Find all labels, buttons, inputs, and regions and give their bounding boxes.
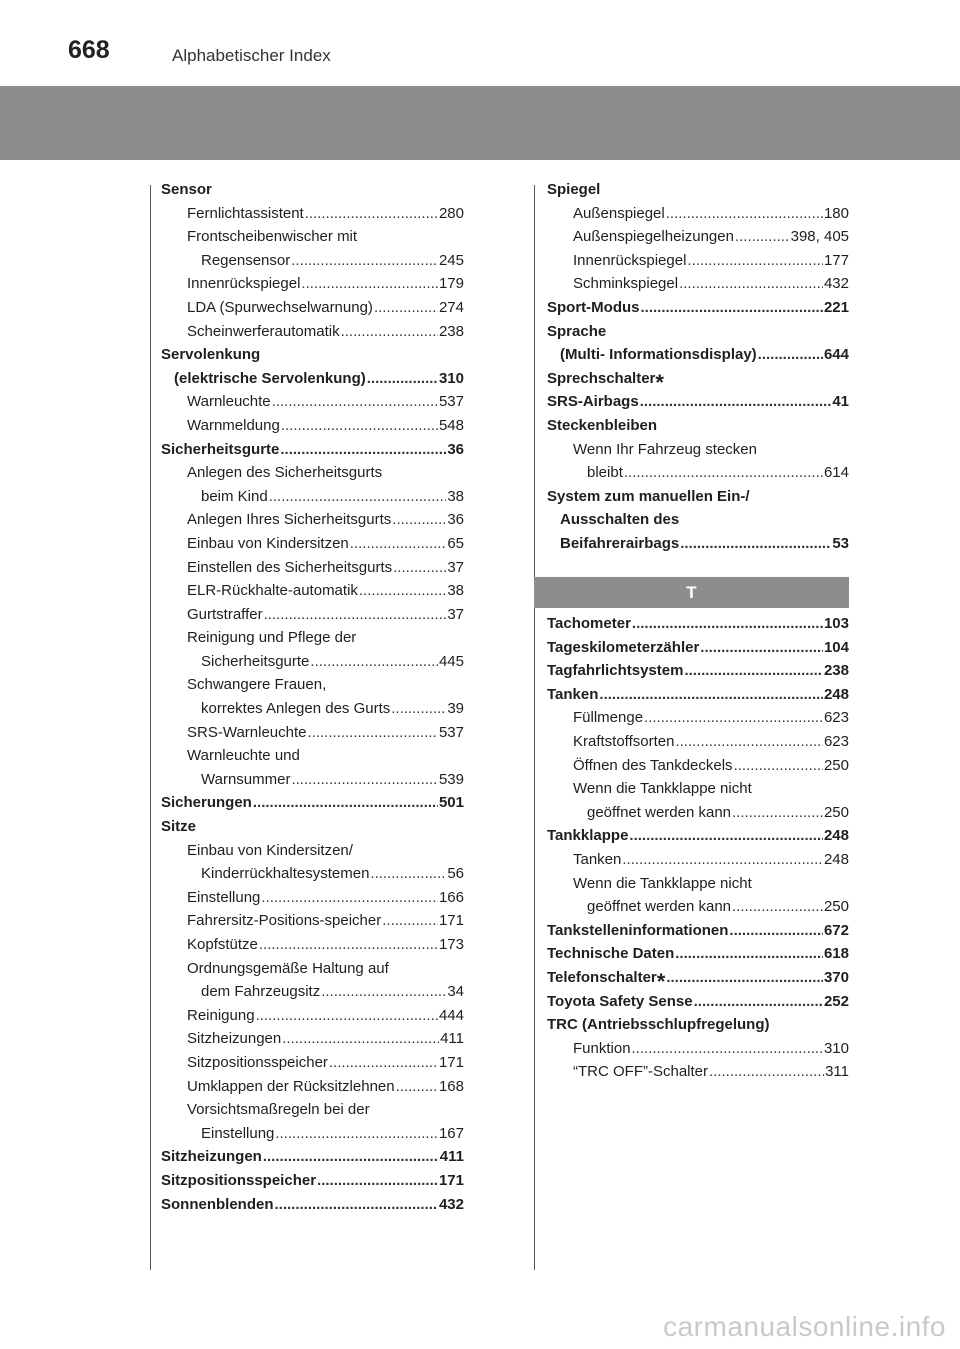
index-entry bbox=[161, 909, 464, 933]
index-entry bbox=[161, 1004, 464, 1028]
column-divider-left bbox=[150, 185, 151, 1270]
index-entry bbox=[547, 272, 849, 296]
index-entry bbox=[547, 801, 849, 825]
page-header bbox=[0, 0, 960, 78]
index-term: geöffnet werden kann bbox=[587, 803, 732, 821]
index-entry bbox=[547, 990, 849, 1014]
index-entry bbox=[161, 1122, 464, 1146]
index-term: Innenrückspiegel bbox=[573, 251, 687, 269]
index-entry bbox=[547, 1037, 849, 1061]
index-entry bbox=[547, 730, 849, 754]
index-term: bleibt bbox=[587, 464, 623, 482]
index-entry bbox=[547, 343, 849, 367]
leader-dots bbox=[256, 1004, 438, 1028]
index-entry bbox=[547, 636, 849, 660]
leader-dots bbox=[735, 225, 790, 249]
page-reference: 238 bbox=[438, 322, 464, 340]
index-term: Tanken bbox=[573, 850, 622, 868]
index-term: Spiegel bbox=[547, 181, 601, 198]
page-reference: 398, 405 bbox=[790, 228, 849, 246]
page-reference: 252 bbox=[823, 992, 849, 1010]
index-term: Innenrückspiegel bbox=[187, 275, 301, 293]
index-entry bbox=[161, 1075, 464, 1099]
leader-dots bbox=[280, 438, 446, 462]
index-term: Umklappen der Rücksitzlehnen bbox=[187, 1077, 395, 1095]
index-term: Steckenbleiben bbox=[547, 416, 658, 434]
index-entry bbox=[547, 706, 849, 730]
index-entry: Telefonschalter * ..... 370 bbox=[547, 966, 849, 990]
index-entry bbox=[161, 768, 464, 792]
index-term: Sonnenblenden bbox=[161, 1195, 274, 1213]
index-term: geöffnet werden kann bbox=[587, 898, 732, 916]
leader-dots bbox=[301, 272, 438, 296]
page-reference: 644 bbox=[823, 346, 849, 364]
page-reference: 180 bbox=[823, 204, 849, 222]
leader-dots bbox=[732, 895, 823, 919]
leader-dots bbox=[666, 966, 823, 990]
leader-dots bbox=[700, 636, 823, 660]
leader-dots bbox=[275, 1193, 438, 1217]
index-term: Einstellung bbox=[187, 888, 261, 906]
index-term: Servolenkung bbox=[161, 346, 261, 364]
index-entry bbox=[161, 1051, 464, 1075]
index-term: Scheinwerferautomatik bbox=[187, 322, 340, 340]
index-entry bbox=[161, 485, 464, 509]
index-entry bbox=[547, 1013, 849, 1037]
leader-dots bbox=[308, 721, 438, 745]
index-term: Sprache bbox=[547, 322, 607, 340]
page-reference: 618 bbox=[823, 945, 849, 963]
page-reference: 444 bbox=[438, 1006, 464, 1024]
index-entry bbox=[161, 1169, 464, 1193]
page-reference: 36 bbox=[447, 440, 464, 458]
page-reference: 167 bbox=[438, 1124, 464, 1142]
index-term: Fahrersitz-Positions-speicher bbox=[187, 912, 382, 930]
index-term: Warnleuchte bbox=[187, 393, 271, 411]
index-entry bbox=[547, 942, 849, 966]
index-entry bbox=[547, 532, 849, 556]
leader-dots bbox=[640, 296, 822, 320]
index-term: SRS-Airbags bbox=[547, 393, 639, 411]
index-entry bbox=[161, 1098, 464, 1122]
index-term: Außenspiegel bbox=[573, 204, 665, 222]
leader-dots bbox=[632, 612, 823, 636]
index-entry bbox=[547, 824, 849, 848]
page-reference: 248 bbox=[823, 827, 849, 845]
index-term: Sprechschalter bbox=[547, 369, 656, 387]
index-entry bbox=[547, 777, 849, 801]
index-entry bbox=[161, 556, 464, 580]
index-entry bbox=[161, 1145, 464, 1169]
index-entry bbox=[547, 848, 849, 872]
index-entry bbox=[161, 862, 464, 886]
index-term: Einstellen des Sicherheitsgurts bbox=[187, 558, 393, 576]
page-reference: 168 bbox=[438, 1077, 464, 1095]
page-reference: 37 bbox=[447, 558, 464, 576]
page-reference: 411 bbox=[439, 1148, 464, 1166]
index-term: Schminkspiegel bbox=[573, 275, 679, 293]
leader-dots bbox=[675, 942, 823, 966]
leader-dots bbox=[391, 697, 446, 721]
index-term: Sitzpositionsspeicher bbox=[187, 1053, 328, 1071]
index-term: Füllmenge bbox=[573, 709, 644, 727]
index-term: Sitze bbox=[161, 818, 197, 836]
index-entry bbox=[161, 461, 464, 485]
page-reference: 280 bbox=[438, 204, 464, 222]
page-reference: 548 bbox=[438, 416, 464, 434]
index-term: TRC (Antriebsschlupfregelung) bbox=[547, 1016, 770, 1034]
index-term: Sensor bbox=[161, 181, 212, 198]
leader-dots bbox=[694, 990, 823, 1014]
index-term: (Multi- Informationsdisplay) bbox=[560, 346, 757, 364]
leader-dots bbox=[640, 390, 832, 414]
leader-dots bbox=[291, 249, 438, 273]
index-entry bbox=[547, 225, 849, 249]
index-entry bbox=[547, 390, 849, 414]
index-column-right-bottom bbox=[547, 612, 849, 1084]
leader-dots bbox=[282, 1027, 439, 1051]
page-reference: 250 bbox=[823, 756, 849, 774]
page-reference: 370 bbox=[823, 968, 849, 986]
index-entry bbox=[547, 919, 849, 943]
index-term: (elektrische Servolenkung) bbox=[174, 369, 366, 387]
page-reference: 179 bbox=[438, 275, 464, 293]
leader-dots bbox=[629, 824, 823, 848]
page-reference: 432 bbox=[823, 275, 849, 293]
index-entry bbox=[161, 414, 464, 438]
index-entry bbox=[547, 461, 849, 485]
index-term: Sport-Modus bbox=[547, 298, 640, 316]
leader-dots bbox=[370, 862, 446, 886]
index-term: Fernlichtassistent bbox=[187, 204, 304, 222]
index-entry bbox=[161, 367, 464, 391]
section-letter-bar bbox=[534, 577, 849, 608]
index-term: Einbau von Kindersitzen bbox=[187, 534, 349, 552]
leader-dots bbox=[393, 556, 446, 580]
page-reference: 38 bbox=[447, 487, 464, 505]
index-entry bbox=[161, 744, 464, 768]
column-divider-right bbox=[534, 185, 535, 1270]
page-reference: 238 bbox=[823, 662, 849, 680]
page-reference: 38 bbox=[447, 582, 464, 600]
index-term: Ausschalten des bbox=[560, 511, 680, 529]
leader-dots bbox=[675, 730, 823, 754]
index-entry bbox=[161, 390, 464, 414]
index-term: Funktion bbox=[573, 1039, 631, 1057]
leader-dots bbox=[758, 343, 823, 367]
index-entry bbox=[161, 1027, 464, 1051]
index-entry bbox=[161, 980, 464, 1004]
page-reference: 173 bbox=[438, 936, 464, 953]
leader-dots bbox=[687, 249, 823, 273]
leader-dots bbox=[599, 683, 823, 707]
index-term: Sitzheizungen bbox=[187, 1030, 282, 1048]
leader-dots bbox=[396, 1075, 438, 1099]
index-entry bbox=[547, 508, 849, 532]
index-term: korrektes Anlegen des Gurts bbox=[201, 700, 391, 718]
page-reference: 41 bbox=[832, 393, 849, 411]
index-entry bbox=[547, 683, 849, 707]
index-entry bbox=[161, 839, 464, 863]
leader-dots bbox=[734, 754, 823, 778]
index-term: Ordnungsgemäße Haltung auf bbox=[187, 959, 389, 977]
index-term: Sitzpositionsspeicher bbox=[161, 1171, 317, 1189]
leader-dots bbox=[263, 1145, 439, 1169]
index-entry bbox=[161, 343, 464, 367]
index-entry bbox=[161, 650, 464, 674]
index-entry bbox=[547, 1060, 849, 1084]
index-entry bbox=[161, 603, 464, 627]
page-reference: 248 bbox=[823, 850, 849, 868]
leader-dots bbox=[261, 886, 438, 910]
index-term: Sicherungen bbox=[161, 794, 252, 812]
index-entry bbox=[161, 673, 464, 697]
page-reference: 537 bbox=[438, 723, 464, 741]
page-reference: 36 bbox=[447, 511, 464, 529]
index-term: “TRC OFF”-Schalter bbox=[573, 1063, 708, 1081]
index-term: Tankstelleninformationen bbox=[547, 921, 729, 939]
page-reference: 65 bbox=[447, 534, 464, 552]
index-term: Reinigung und Pflege der bbox=[187, 629, 357, 647]
leader-dots bbox=[382, 909, 438, 933]
page-reference: 432 bbox=[438, 1195, 464, 1213]
page-reference: 539 bbox=[438, 770, 464, 788]
index-term: Einstellung bbox=[201, 1124, 275, 1142]
leader-dots bbox=[253, 791, 438, 815]
index-term: Vorsichtsmaßregeln bei der bbox=[187, 1101, 370, 1119]
page-reference: 250 bbox=[823, 803, 849, 821]
leader-dots bbox=[624, 461, 823, 485]
index-entry bbox=[161, 933, 464, 957]
index-term: Wenn die Tankklappe nicht bbox=[573, 780, 752, 798]
index-entry bbox=[547, 249, 849, 273]
page-reference: 39 bbox=[447, 700, 464, 718]
index-entry bbox=[161, 957, 464, 981]
index-entry bbox=[547, 612, 849, 636]
page-reference: 37 bbox=[447, 605, 464, 623]
page-reference: 623 bbox=[823, 732, 849, 750]
index-entry bbox=[161, 579, 464, 603]
section-letter: T bbox=[686, 582, 697, 602]
page-reference: 623 bbox=[823, 709, 849, 727]
index-entry bbox=[161, 508, 464, 532]
index-entry bbox=[161, 697, 464, 721]
index-entry bbox=[547, 202, 849, 226]
index-entry bbox=[547, 296, 849, 320]
leader-dots bbox=[367, 367, 438, 391]
leader-dots bbox=[680, 532, 831, 556]
index-entry bbox=[161, 296, 464, 320]
leader-dots bbox=[729, 919, 823, 943]
page-title: Alphabetischer Index bbox=[172, 46, 331, 65]
index-term: Außenspiegelheizungen bbox=[573, 228, 734, 246]
leader-dots bbox=[632, 1037, 823, 1061]
page-reference: 445 bbox=[438, 652, 464, 670]
index-entry bbox=[547, 438, 849, 462]
page-reference: 166 bbox=[438, 888, 464, 906]
index-term: Tanken bbox=[547, 685, 599, 703]
index-term: Gurtstraffer bbox=[187, 605, 263, 623]
index-term: Tagfahrlichtsystem bbox=[547, 662, 684, 680]
page-reference: 53 bbox=[832, 534, 849, 552]
footnote-asterisk: * bbox=[655, 369, 664, 395]
index-term: Wenn Ihr Fahrzeug stecken bbox=[573, 440, 757, 458]
index-entry bbox=[547, 754, 849, 778]
leader-dots bbox=[679, 272, 823, 296]
index-entry bbox=[161, 886, 464, 910]
index-term: Anlegen Ihres Sicherheitsgurts bbox=[187, 511, 392, 529]
index-entry bbox=[161, 249, 464, 273]
page-reference: 171 bbox=[438, 1171, 464, 1189]
index-entry bbox=[547, 414, 849, 438]
index-term: Kraftstoffsorten bbox=[573, 732, 675, 750]
page-reference: 56 bbox=[447, 865, 464, 883]
watermark: carmanualsonline.info bbox=[663, 1311, 946, 1342]
index-term: Anlegen des Sicherheitsgurts bbox=[187, 464, 383, 482]
leader-dots bbox=[622, 848, 823, 872]
index-entry bbox=[161, 815, 464, 839]
leader-dots bbox=[666, 202, 823, 226]
index-term: Kopfstütze bbox=[187, 936, 258, 953]
index-entry bbox=[547, 659, 849, 683]
page-reference: 537 bbox=[438, 393, 464, 411]
leader-dots bbox=[392, 508, 446, 532]
index-term: Beifahrerairbags bbox=[560, 534, 680, 552]
index-entry bbox=[547, 895, 849, 919]
page-reference: 501 bbox=[438, 794, 464, 812]
page-reference: 310 bbox=[438, 369, 464, 387]
index-column-right-top bbox=[547, 178, 849, 556]
index-term: dem Fahrzeugsitz bbox=[201, 983, 321, 1001]
page-reference: 34 bbox=[447, 983, 464, 1001]
index-entry bbox=[547, 320, 849, 344]
leader-dots bbox=[359, 579, 446, 603]
index-entry bbox=[161, 202, 464, 226]
page-reference: 171 bbox=[438, 1053, 464, 1071]
leader-dots bbox=[291, 768, 438, 792]
index-term: ELR-Rückhalte-automatik bbox=[187, 582, 358, 600]
page-reference: 221 bbox=[823, 298, 849, 316]
index-term: Telefonschalter bbox=[547, 968, 657, 986]
leader-dots bbox=[305, 202, 438, 226]
header-band bbox=[0, 86, 960, 160]
leader-dots bbox=[269, 485, 447, 509]
page-reference: 248 bbox=[823, 685, 849, 703]
page-reference: 245 bbox=[438, 251, 464, 269]
page-reference: 177 bbox=[823, 251, 849, 269]
leader-dots bbox=[644, 706, 823, 730]
index-term: Warnleuchte und bbox=[187, 747, 300, 765]
page-reference: 672 bbox=[823, 921, 849, 939]
leader-dots bbox=[341, 320, 438, 344]
index-entry bbox=[547, 178, 849, 202]
leader-dots bbox=[275, 1122, 438, 1146]
leader-dots bbox=[709, 1060, 824, 1084]
index-term: Toyota Safety Sense bbox=[547, 992, 693, 1010]
index-entry bbox=[547, 872, 849, 896]
index-term: SRS-Warnleuchte bbox=[187, 723, 307, 741]
page-reference: 274 bbox=[438, 298, 464, 316]
index-term: Warnmeldung bbox=[187, 416, 280, 434]
index-term: LDA (Spurwechselwarnung) bbox=[187, 298, 373, 316]
index-term: Kinderrückhaltesystemen bbox=[201, 865, 370, 883]
leader-dots bbox=[264, 603, 447, 627]
index-entry bbox=[161, 721, 464, 745]
index-term: Wenn die Tankklappe nicht bbox=[573, 874, 752, 892]
leader-dots bbox=[329, 1051, 438, 1075]
index-term: Sicherheitsgurte bbox=[161, 440, 280, 458]
page-reference: 614 bbox=[823, 464, 849, 482]
index-term: Einbau von Kindersitzen/ bbox=[187, 841, 353, 859]
page-reference: 250 bbox=[823, 898, 849, 916]
index-entry bbox=[547, 367, 849, 395]
index-term: Öffnen des Tankdeckels bbox=[573, 756, 733, 774]
index-term: Schwangere Frauen, bbox=[187, 676, 327, 694]
index-entry bbox=[161, 178, 464, 202]
index-entry bbox=[161, 438, 464, 462]
index-entry bbox=[161, 626, 464, 650]
page-reference: 171 bbox=[438, 912, 464, 930]
index-entry bbox=[161, 532, 464, 556]
index-term: Technische Daten bbox=[547, 945, 675, 963]
leader-dots bbox=[310, 650, 438, 674]
leader-dots bbox=[281, 414, 438, 438]
leader-dots bbox=[732, 801, 823, 825]
index-term: System zum manuellen Ein-/ bbox=[547, 487, 750, 505]
index-term: Sicherheitsgurte bbox=[201, 652, 310, 670]
page-reference: 411 bbox=[440, 1030, 464, 1048]
index-term: Sitzheizungen bbox=[161, 1148, 262, 1166]
leader-dots bbox=[317, 1169, 438, 1193]
index-entry bbox=[161, 320, 464, 344]
index-term: beim Kind bbox=[201, 487, 268, 505]
leader-dots bbox=[321, 980, 446, 1004]
page-reference: 103 bbox=[823, 615, 849, 632]
leader-dots bbox=[350, 532, 447, 556]
index-entry bbox=[547, 485, 849, 509]
leader-dots bbox=[684, 659, 823, 683]
index-entry bbox=[161, 1193, 464, 1217]
index-term: Tankklappe bbox=[547, 827, 629, 845]
leader-dots bbox=[259, 933, 438, 957]
index-entry bbox=[161, 272, 464, 296]
index-term: Tageskilometerzähler bbox=[547, 638, 700, 656]
index-term: Warnsummer bbox=[201, 770, 291, 788]
index-entry bbox=[161, 791, 464, 815]
leader-dots bbox=[272, 390, 438, 414]
index-column-left bbox=[161, 178, 464, 1216]
index-term: Frontscheibenwischer mit bbox=[187, 228, 358, 246]
page-reference: 311 bbox=[825, 1063, 849, 1081]
page-reference: 310 bbox=[823, 1039, 849, 1057]
index-term: Tachometer bbox=[547, 615, 631, 632]
leader-dots bbox=[374, 296, 438, 320]
index-entry bbox=[161, 225, 464, 249]
page-number: 668 bbox=[68, 36, 110, 64]
page-reference: 104 bbox=[823, 638, 849, 656]
index-term: Reinigung bbox=[187, 1006, 255, 1024]
index-term: Regensensor bbox=[201, 251, 291, 269]
